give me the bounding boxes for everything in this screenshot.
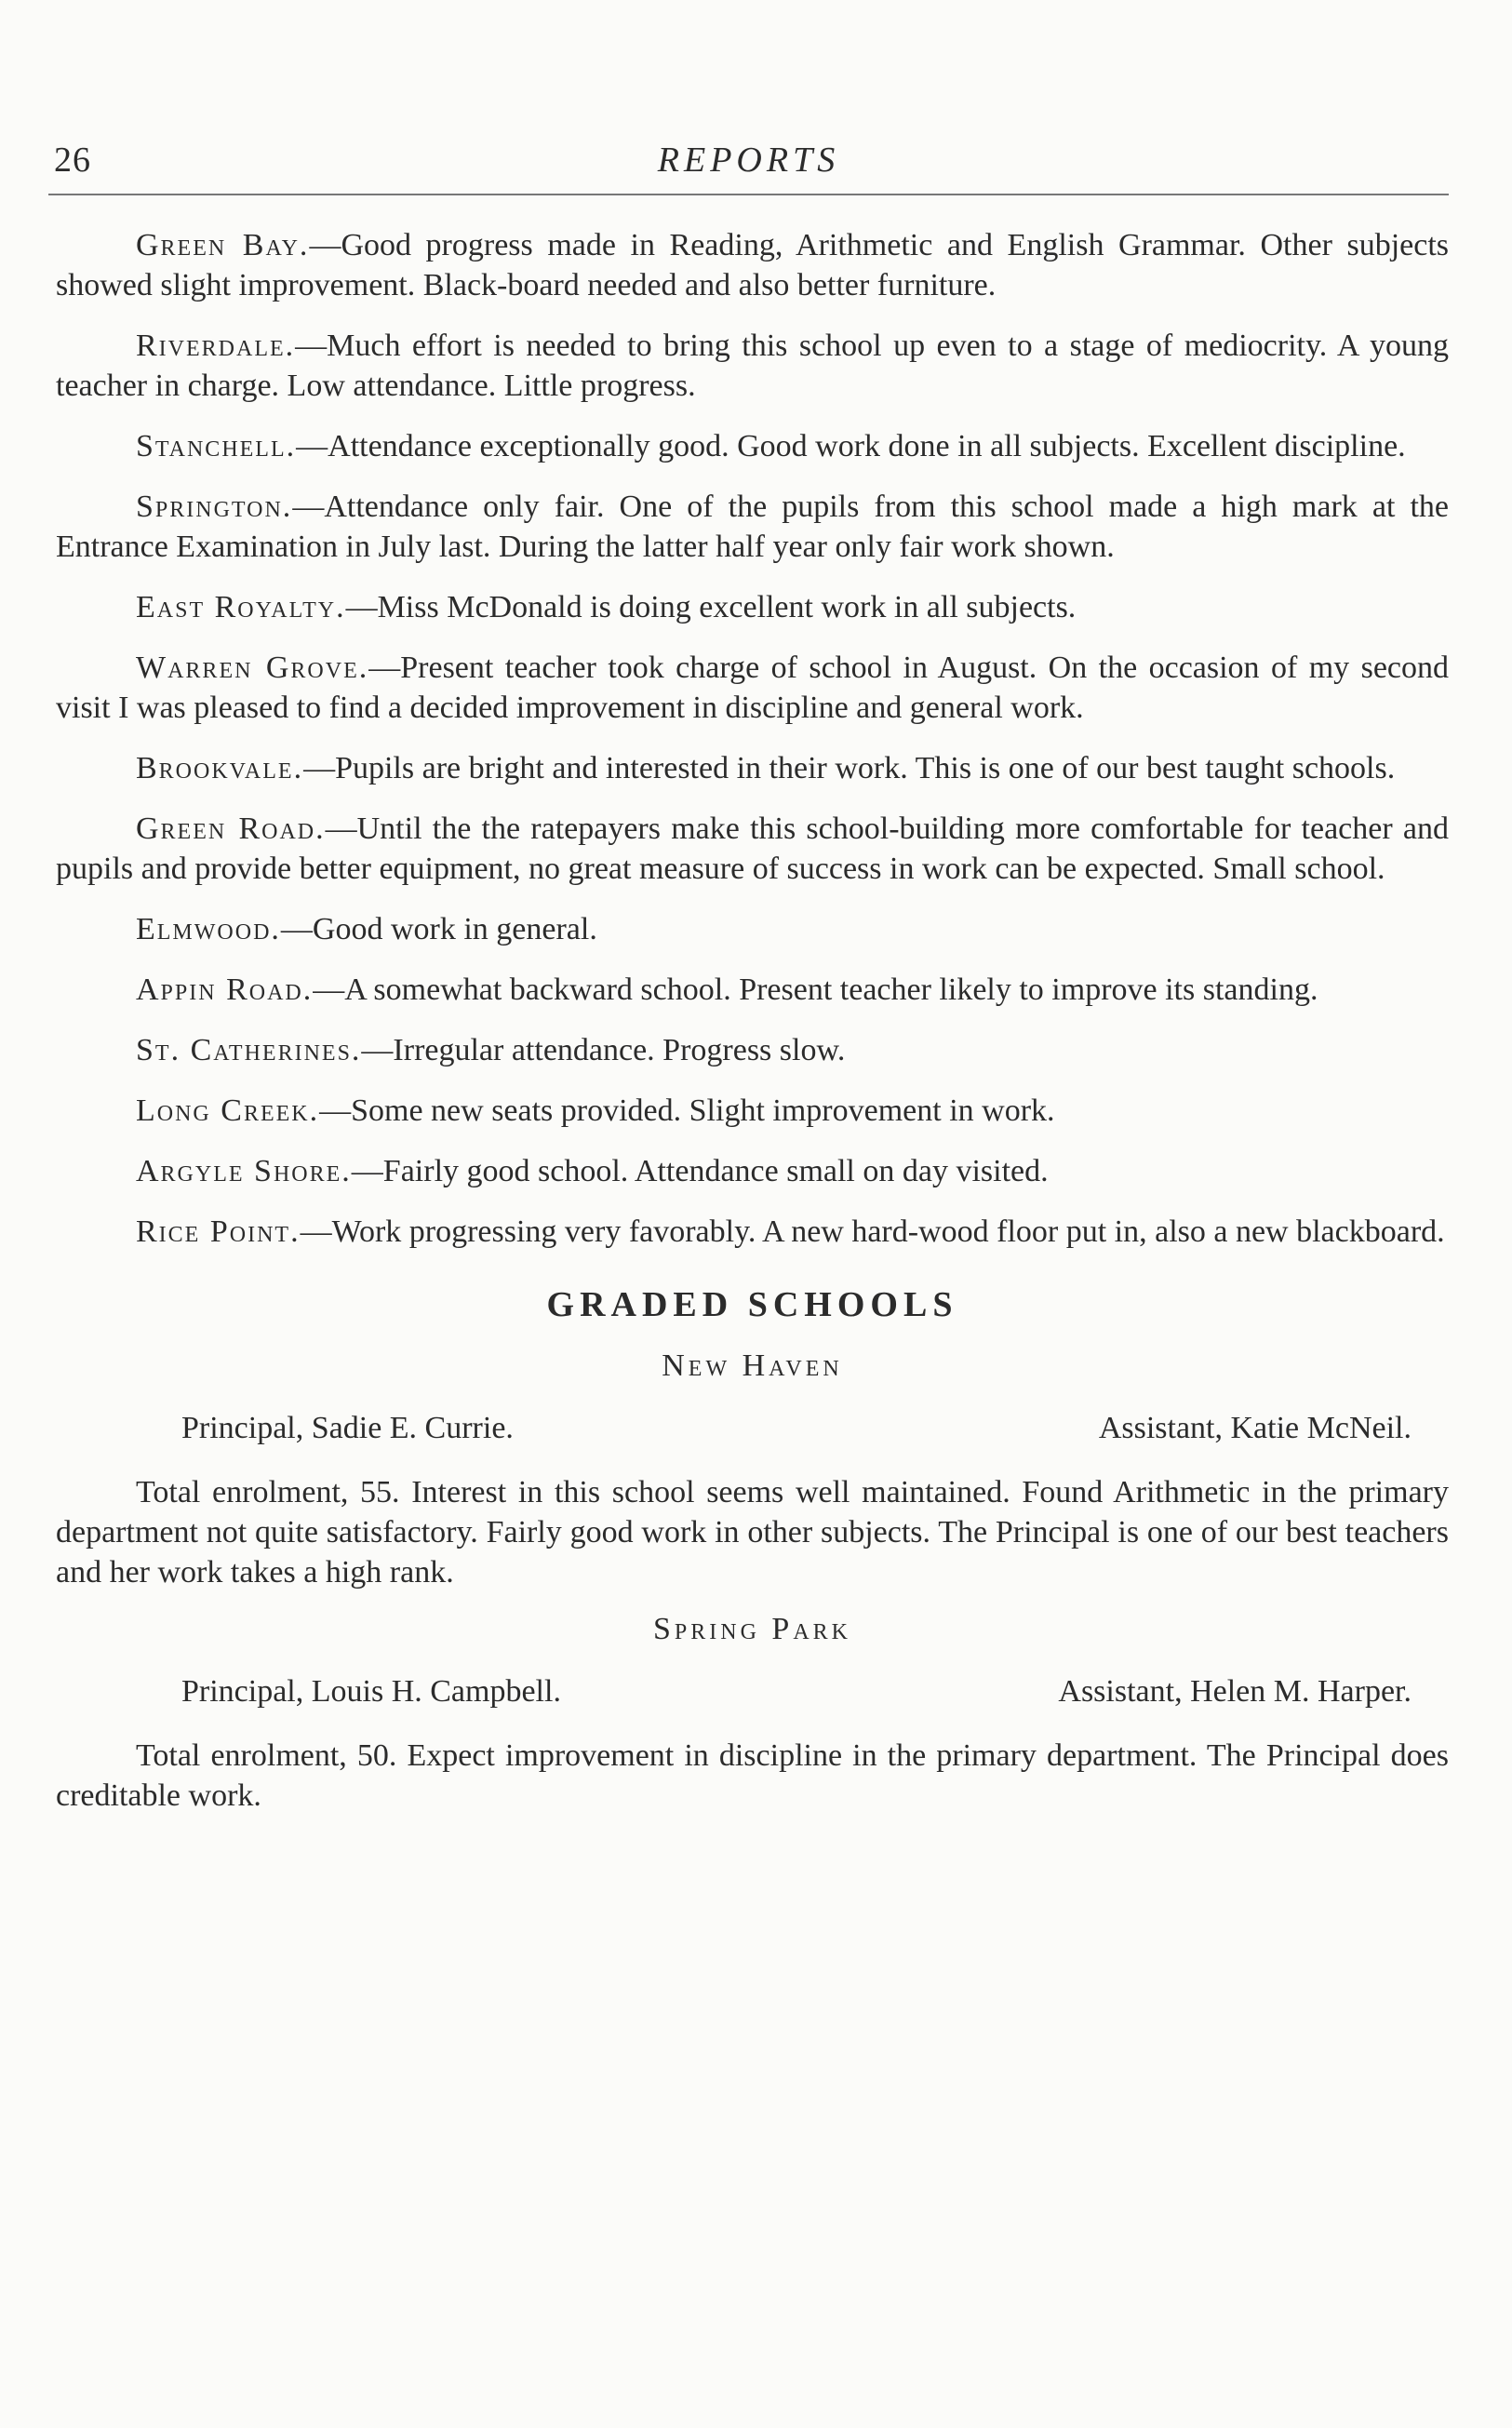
school-report: —Some new seats provided. Slight improvement in work.	[319, 1093, 1055, 1128]
header-rule	[48, 194, 1449, 195]
school-entry-green-road	[56, 809, 1449, 889]
school-report: —Much effort is needed to bring this school up even to a stage of mediocrity. A young teacher in charge. Low attendance. Little progress.	[56, 329, 1449, 403]
graded-school-spring-park	[56, 1609, 1449, 1816]
graded-school-new-haven	[56, 1346, 1449, 1592]
school-entry-springton	[56, 487, 1449, 567]
school-name: St. Catherines.	[136, 1033, 362, 1067]
principal: Principal, Louis H. Campbell.	[181, 1674, 561, 1709]
school-name: Stanchell.	[136, 429, 297, 463]
school-entry-elmwood	[56, 909, 1449, 949]
school-report: —Present teacher took charge of school in August. On the occasion of my second visit I was pleased to find a decided improvement in discipline and general work.	[56, 651, 1449, 725]
school-name: Argyle Shore.	[136, 1154, 352, 1188]
school-entry-east-royalty	[56, 587, 1449, 627]
school-report: —Miss McDonald is doing excellent work in all subjects.	[345, 590, 1077, 624]
school-report: —Until the the ratepayers make this school-building more comfortable for teacher and pupils and provide better equipment, no great measure of success in work can be expected. Small school.	[56, 812, 1449, 886]
school-name: Long Creek.	[136, 1093, 320, 1128]
school-report: —Good progress made in Reading, Arithmetic and English Grammar. Other subjects showed slight improvement. Black-board needed and also better furniture.	[56, 228, 1450, 302]
school-entry-rice-point	[56, 1212, 1449, 1252]
running-head: REPORTS	[657, 141, 840, 180]
assistant: Assistant, Katie McNeil.	[1098, 1411, 1412, 1445]
school-name: Green Road.	[136, 812, 326, 846]
school-entry-long-creek	[56, 1091, 1449, 1131]
school-entry-appin-road	[56, 970, 1449, 1010]
section-heading: GRADED SCHOOLS	[546, 1285, 958, 1324]
school-name: Springton.	[136, 490, 293, 524]
school-name: Appin Road.	[136, 973, 314, 1007]
school-report: —Work progressing very favorably. A new hard-wood floor put in, also a new blackboard.	[300, 1214, 1445, 1249]
school-entry-warren-grove	[56, 648, 1449, 728]
school-report: —Good work in general.	[280, 912, 597, 946]
school-name: East Royalty.	[136, 590, 346, 624]
school-name: Brookvale.	[136, 751, 304, 785]
school-report: —Fairly good school. Attendance small on day visited.	[351, 1154, 1049, 1188]
school-report: —Pupils are bright and interested in their work. This is one of our best taught schools.	[303, 751, 1396, 785]
graded-school-name: New Haven	[662, 1348, 843, 1383]
school-name: Warren Grove.	[136, 651, 369, 685]
school-entry-riverdale	[56, 326, 1449, 406]
school-entry-st-catherines	[56, 1030, 1449, 1070]
school-report: Total enrolment, 55. Interest in this school seems well maintained. Found Arithmetic in the primary department not quite satisfactory. Fairly good work in other subjects. The Principal is one of our best teachers and her work takes a high rank.	[56, 1475, 1449, 1590]
staff-line	[56, 1408, 1449, 1448]
school-name: Riverdale.	[136, 329, 296, 363]
school-entry-stanchell	[56, 426, 1449, 466]
assistant: Assistant, Helen M. Harper.	[1058, 1674, 1412, 1709]
page-body	[56, 225, 1449, 1832]
staff-line	[56, 1671, 1449, 1711]
school-name: Green Bay.	[136, 228, 310, 262]
school-report: —Attendance exceptionally good. Good work done in all subjects. Excellent discipline.	[296, 429, 1406, 463]
school-report: —A somewhat backward school. Present teacher likely to improve its standing.	[313, 973, 1318, 1007]
graded-school-name: Spring Park	[652, 1612, 851, 1646]
school-entry-green-bay	[56, 225, 1449, 305]
page-header	[48, 140, 1449, 188]
school-entry-brookvale	[56, 748, 1449, 788]
principal: Principal, Sadie E. Currie.	[181, 1411, 514, 1445]
school-report: —Irregular attendance. Progress slow.	[361, 1033, 846, 1067]
school-name: Elmwood.	[136, 912, 281, 946]
page-number: 26	[54, 141, 91, 180]
school-report: —Attendance only fair. One of the pupils from this school made a high mark at the Entrance Examination in July last. During the latter half year only fair work shown.	[56, 490, 1449, 564]
school-name: Rice Point.	[136, 1214, 301, 1249]
school-report: Total enrolment, 50. Expect improvement in discipline in the primary department. The Principal does creditable work.	[56, 1738, 1449, 1813]
school-entry-argyle-shore	[56, 1151, 1449, 1191]
